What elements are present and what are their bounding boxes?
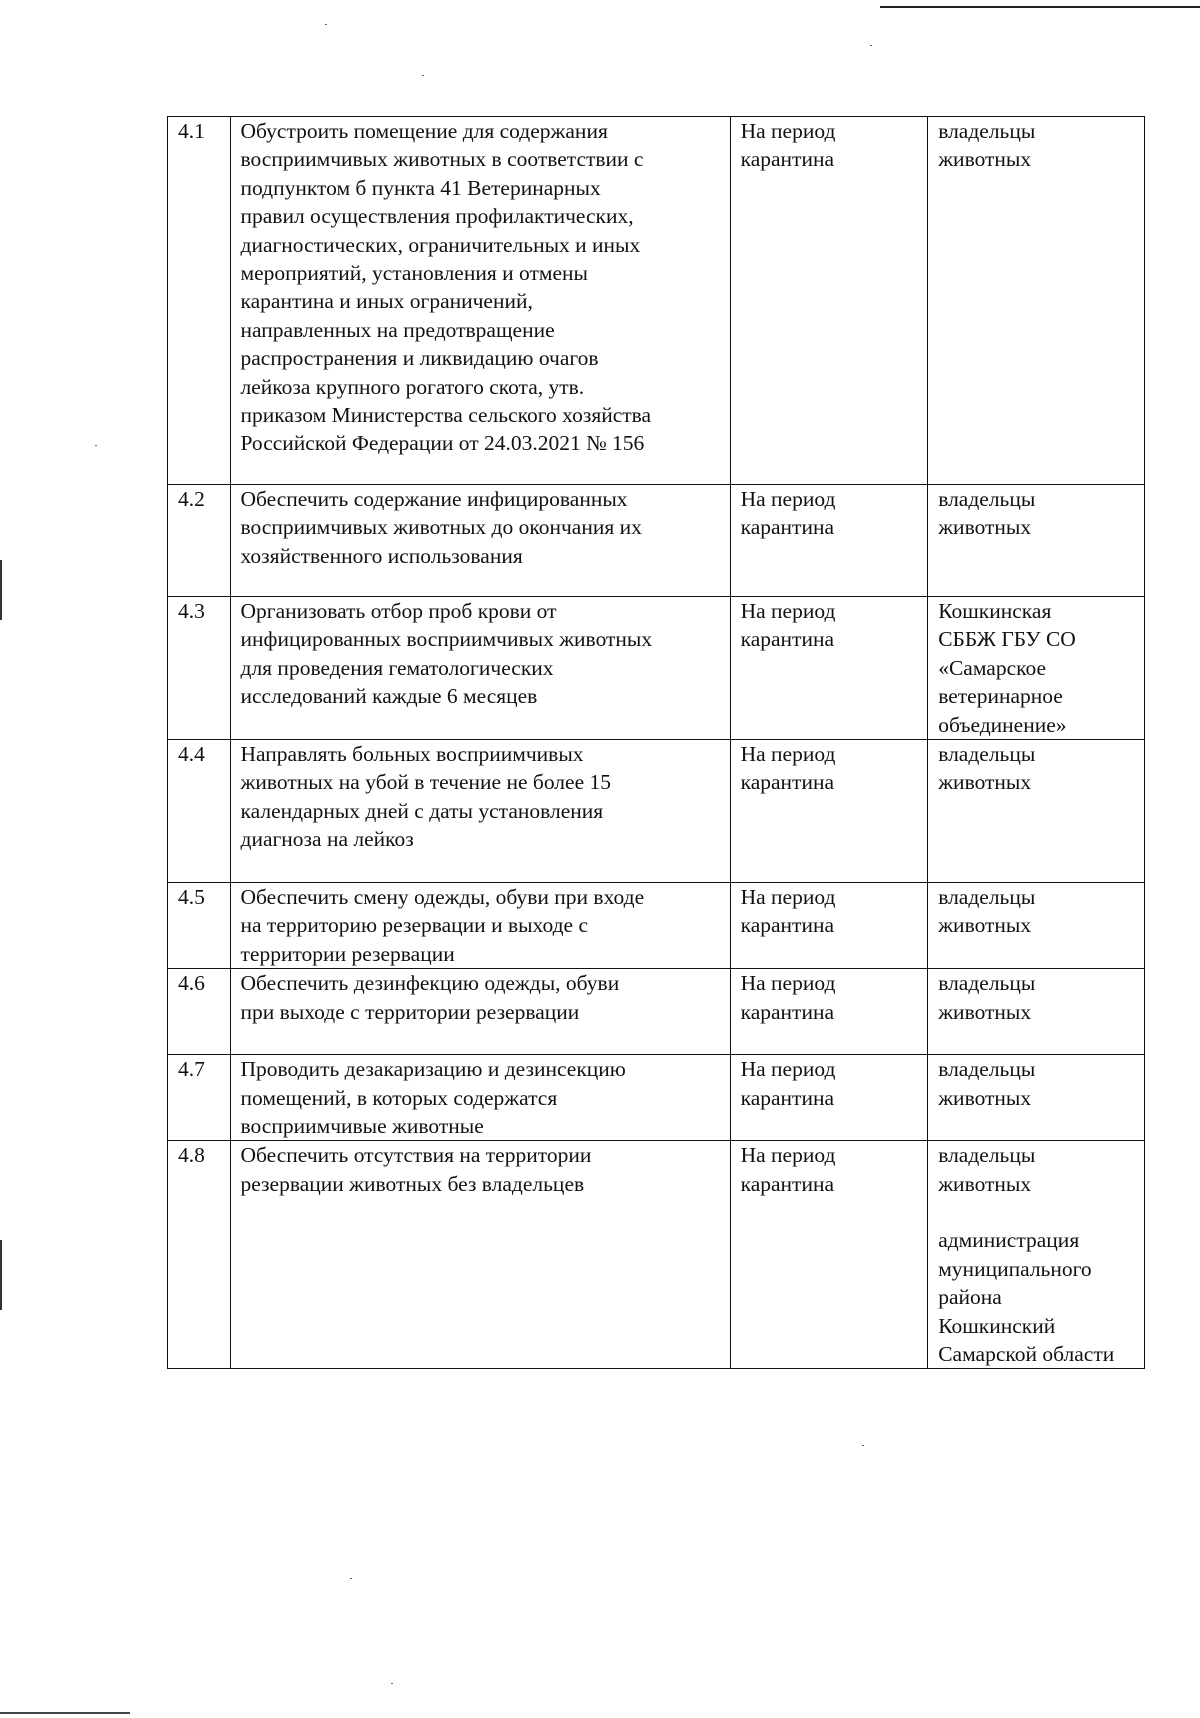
action-text: Обеспечить отсутствия на территории резервации животных без владельцев (240, 1143, 592, 1196)
row-number: 4.4 (168, 740, 231, 883)
scan-speck (422, 75, 424, 76)
responsible-text: владельцы животных (938, 119, 1036, 172)
row-number: 4.8 (168, 1141, 231, 1369)
scan-speck (862, 1445, 864, 1446)
action-cell (230, 740, 730, 883)
period-cell (730, 740, 928, 883)
row-number: 4.5 (168, 883, 231, 969)
table-row (168, 1141, 1145, 1369)
responsible-text: владельцы животных (938, 885, 1036, 938)
scan-speck (95, 445, 97, 446)
action-cell (230, 1141, 730, 1369)
action-text: Проводить дезакаризацию и дезинсекцию помещений, в которых содержатся восприимчивые животные (240, 1057, 626, 1139)
row-number: 4.7 (168, 1055, 231, 1141)
responsible-cell (928, 969, 1145, 1055)
responsible-cell (928, 485, 1145, 597)
period-cell (730, 485, 928, 597)
period-text: На период карантина (740, 885, 836, 938)
period-text: На период карантина (740, 742, 836, 795)
action-cell (230, 1055, 730, 1141)
scan-speck (391, 1683, 393, 1684)
action-cell (230, 883, 730, 969)
row-number: 4.1 (168, 117, 231, 485)
action-text: Направлять больных восприимчивых животных на убой в течение не более 15 календарных дней с даты установления диагноза на лейкоз (240, 742, 611, 852)
action-cell (230, 117, 730, 485)
responsible-cell (928, 883, 1145, 969)
period-cell (730, 1141, 928, 1369)
period-cell (730, 597, 928, 740)
action-text: Обеспечить дезинфекцию одежды, обуви при выходе с территории резервации (240, 971, 620, 1024)
action-cell (230, 485, 730, 597)
period-text: На период карантина (740, 1143, 836, 1196)
period-text: На период карантина (740, 119, 836, 172)
row-number: 4.3 (168, 597, 231, 740)
responsible-text: владельцы животных (938, 742, 1036, 795)
measures-table (167, 116, 1145, 1369)
table-row (168, 883, 1145, 969)
table-row (168, 1055, 1145, 1141)
action-text: Обеспечить содержание инфицированных восприимчивых животных до окончания их хозяйственного использования (240, 487, 642, 568)
scan-edge-mark (0, 1240, 2, 1310)
responsible-extra-text: администрация муниципального района Кошкинский Самарской области (938, 1228, 1115, 1366)
responsible-text: владельцы животных (938, 1143, 1036, 1196)
table-row (168, 740, 1145, 883)
responsible-cell (928, 597, 1145, 740)
scan-speck (350, 1578, 352, 1579)
responsible-text: владельцы животных (938, 1057, 1036, 1110)
row-number: 4.6 (168, 969, 231, 1055)
table-row (168, 485, 1145, 597)
scan-edge-line-top (880, 6, 1200, 8)
table-row (168, 597, 1145, 740)
action-text: Организовать отбор проб крови от инфицированных восприимчивых животных для проведения гематологических исследований каждые 6 месяцев (240, 599, 653, 709)
responsible-cell (928, 117, 1145, 485)
action-cell (230, 969, 730, 1055)
period-cell (730, 883, 928, 969)
responsible-text: владельцы животных (938, 971, 1036, 1024)
responsible-cell (928, 740, 1145, 883)
period-cell (730, 1055, 928, 1141)
period-text: На период карантина (740, 487, 836, 540)
scan-speck (870, 45, 872, 46)
period-text: На период карантина (740, 1057, 836, 1110)
period-text: На период карантина (740, 971, 836, 1024)
row-number: 4.2 (168, 485, 231, 597)
period-cell (730, 117, 928, 485)
table-row (168, 117, 1145, 485)
scan-edge-line-bottom (0, 1712, 130, 1714)
scan-speck (325, 24, 327, 25)
period-cell (730, 969, 928, 1055)
responsible-cell (928, 1055, 1145, 1141)
scan-edge-mark (0, 560, 2, 620)
responsible-text: владельцы животных (938, 487, 1036, 540)
table-row (168, 969, 1145, 1055)
period-text: На период карантина (740, 599, 836, 652)
action-cell (230, 597, 730, 740)
responsible-text: Кошкинская СББЖ ГБУ СО «Самарское ветеринарное объединение» (938, 599, 1076, 737)
action-text: Обеспечить смену одежды, обуви при входе на территорию резервации и выходе с территории резервации (240, 885, 645, 966)
action-text: Обустроить помещение для содержания восприимчивых животных в соответствии с подпунктом б пункта 41 Ветеринарных правил осуществления профилактических, диагностических, ограничительных и иных мероприятий, установления и отмены карантина и иных ограничений, направленных на предотвращение распространения и ликвидацию очагов лейкоза крупного рогатого скота, утв. приказом Министерства сельского хозяйства Российской Федерации от 24.03.2021 № 156 (240, 119, 652, 456)
responsible-cell (928, 1141, 1145, 1369)
